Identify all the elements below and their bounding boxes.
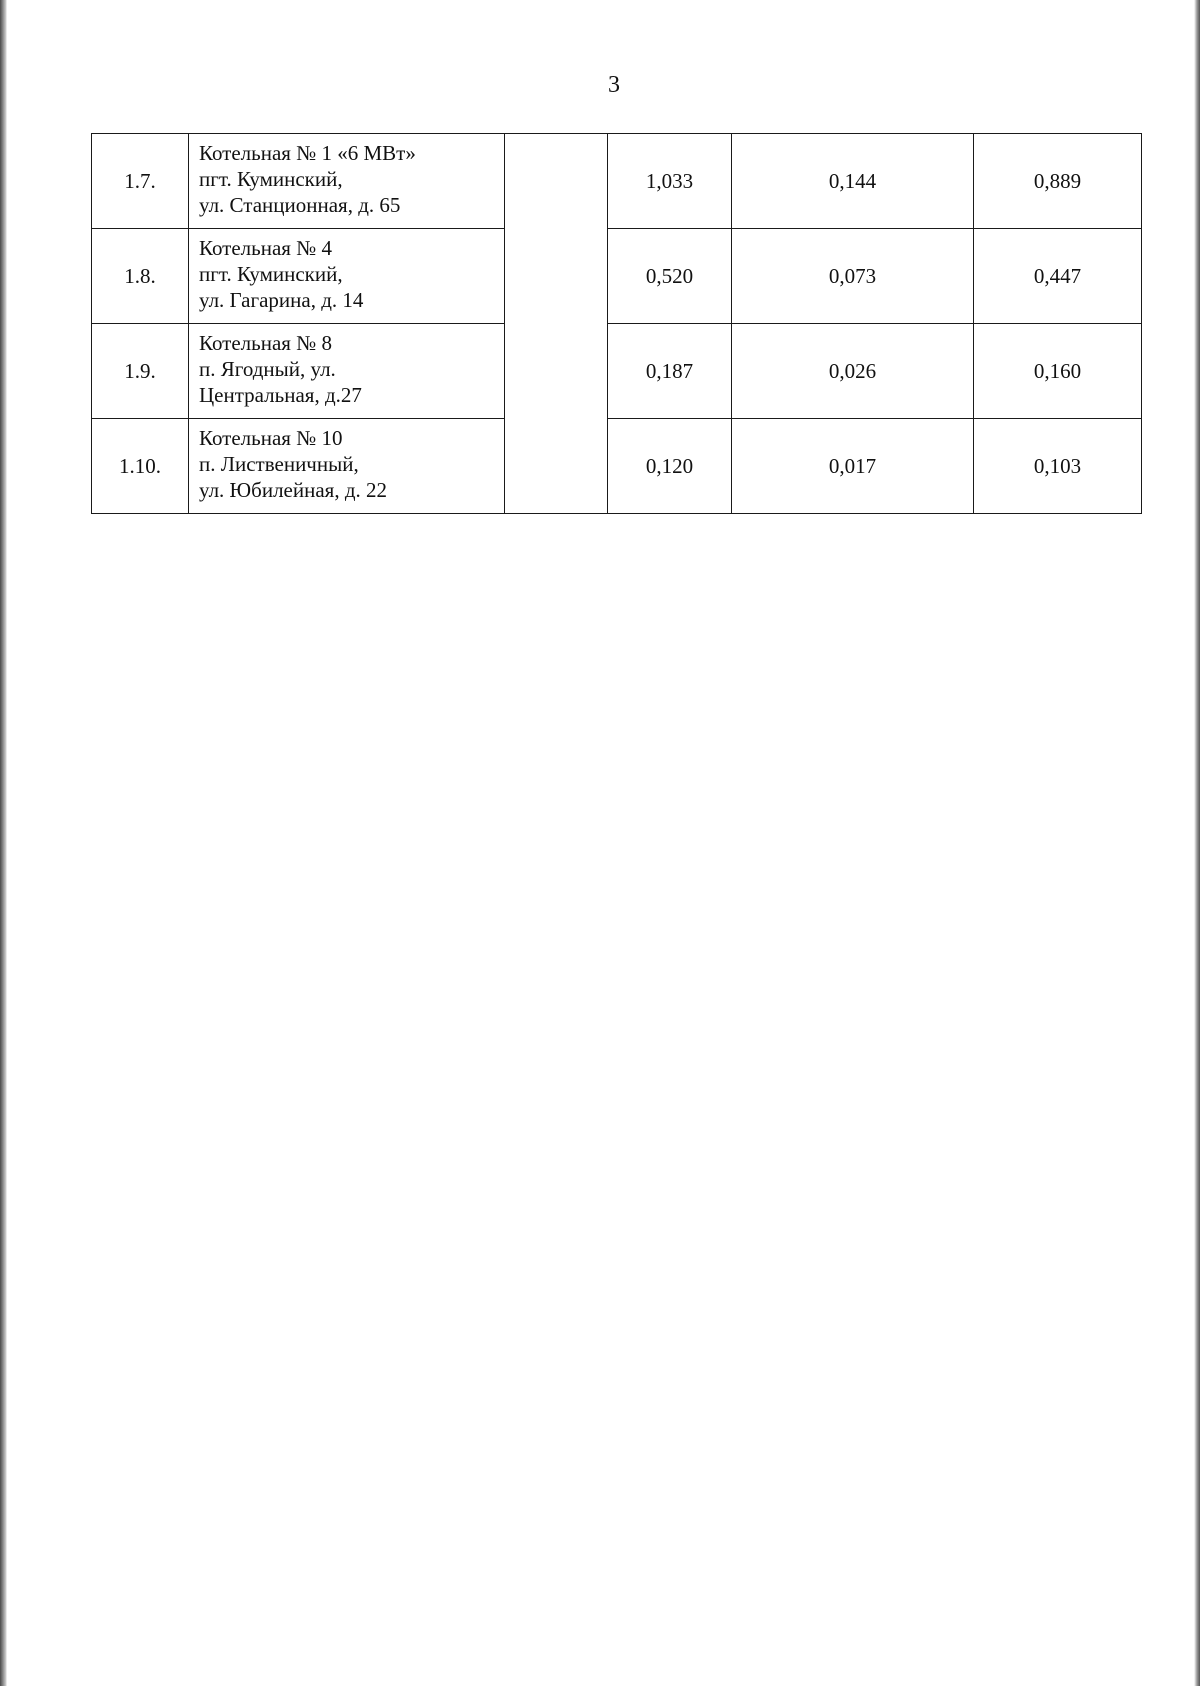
boiler-name xyxy=(189,134,505,229)
value-cell: 0,187 xyxy=(608,324,732,419)
scan-edge-right xyxy=(1194,0,1200,1686)
value-cell: 0,103 xyxy=(974,419,1142,514)
table-row xyxy=(92,324,1142,419)
value-cell: 0,144 xyxy=(732,134,974,229)
boiler-name-line: ул. Юбилейная, д. 22 xyxy=(199,478,388,502)
boiler-name-line: Котельная № 1 «6 МВт» xyxy=(199,141,416,165)
table-row xyxy=(92,134,1142,229)
table-row xyxy=(92,229,1142,324)
row-number: 1.7. xyxy=(92,134,189,229)
empty-cell xyxy=(505,134,608,514)
boiler-name xyxy=(189,229,505,324)
value-cell: 0,520 xyxy=(608,229,732,324)
scan-edge-left xyxy=(0,0,7,1686)
boiler-name-line: пгт. Куминский, xyxy=(199,167,343,191)
row-number: 1.8. xyxy=(92,229,189,324)
value-cell: 0,447 xyxy=(974,229,1142,324)
table-row xyxy=(92,419,1142,514)
row-number: 1.10. xyxy=(92,419,189,514)
value-cell: 0,889 xyxy=(974,134,1142,229)
boiler-name-line: Котельная № 10 xyxy=(199,426,343,450)
page-number: 3 xyxy=(608,72,620,98)
boiler-name-line: ул. Гагарина, д. 14 xyxy=(199,288,364,312)
boiler-name-line: пгт. Куминский, xyxy=(199,262,343,286)
value-cell: 0,120 xyxy=(608,419,732,514)
value-cell: 0,073 xyxy=(732,229,974,324)
boiler-name-line: ул. Станционная, д. 65 xyxy=(199,193,401,217)
value-cell: 0,017 xyxy=(732,419,974,514)
boiler-name-line: п. Ягодный, ул. xyxy=(199,357,336,381)
boiler-name-line: Центральная, д.27 xyxy=(199,383,362,407)
boiler-name-line: Котельная № 8 xyxy=(199,331,332,355)
row-number: 1.9. xyxy=(92,324,189,419)
value-cell: 1,033 xyxy=(608,134,732,229)
boiler-name xyxy=(189,324,505,419)
boiler-name-line: Котельная № 4 xyxy=(199,236,332,260)
boiler-name xyxy=(189,419,505,514)
value-cell: 0,160 xyxy=(974,324,1142,419)
boiler-name-line: п. Лиственичный, xyxy=(199,452,359,476)
data-table xyxy=(91,133,1142,514)
value-cell: 0,026 xyxy=(732,324,974,419)
